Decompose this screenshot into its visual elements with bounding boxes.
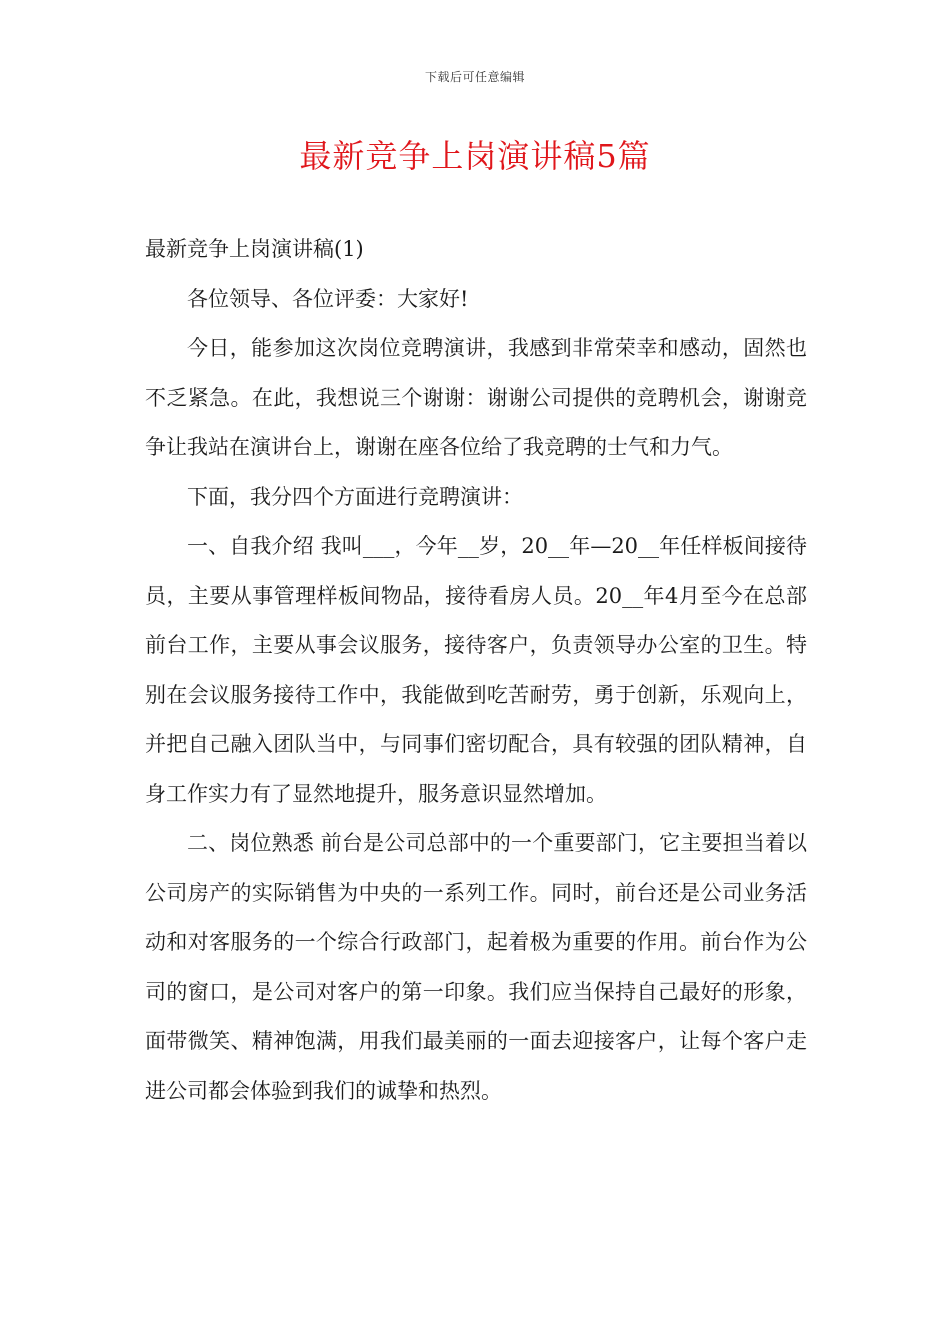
document-body — [145, 225, 807, 1116]
document-title: 最新竞争上岗演讲稿5篇 — [299, 137, 651, 175]
paragraph-greeting: 各位领导、各位评委：大家好! — [187, 286, 469, 311]
paragraph-outline: 下面，我分四个方面进行竞聘演讲： — [187, 484, 523, 509]
header-note: 下载后可任意编辑 — [424, 70, 525, 84]
paragraph-position: 二、岗位熟悉 前台是公司总部中的一个重要部门，它主要担当着以公司房产的实际销售为中央的一系列工作。同时，前台还是公司业务活动和对客服务的一个综合行政部门，起着极为重要的作用。前台作为公司的窗口，是公司对客户的第一印象。我们应当保持自己最好的形象，面带微笑、精神饱满，用我们最美丽的一面去迎接客户，让每个客户走进公司都会体验到我们的诚挚和热烈。 — [145, 831, 807, 1103]
section-heading: 最新竞争上岗演讲稿(1) — [145, 237, 364, 261]
paragraph-opening: 今日，能参加这次岗位竞聘演讲，我感到非常荣幸和感动，固然也不乏紧急。在此，我想说三个谢谢：谢谢公司提供的竞聘机会，谢谢竞争让我站在演讲台上，谢谢在座各位给了我竞聘的士气和力气。 — [145, 336, 807, 459]
paragraph-self-intro: 一、自我介绍 我叫___，今年__岁，20__年—20__年任样板间接待员，主要从事管理样板间物品，接待看房人员。20__年4月至今在总部前台工作，主要从事会议服务，接待客户，负责领导办公室的卫生。特别在会议服务接待工作中，我能做到吃苦耐劳，勇于创新，乐观向上，并把自己融入团队当中，与同事们密切配合，具有较强的团队精神，自身工作实力有了显然地提升，服务意识显然增加。 — [145, 534, 807, 806]
